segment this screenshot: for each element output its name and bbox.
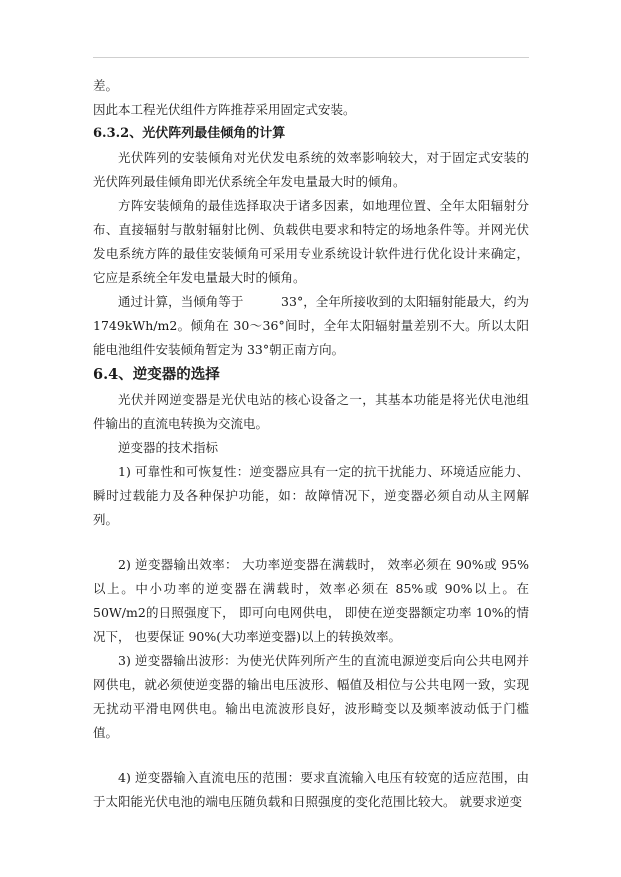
paragraph: 方阵安装倾角的最佳选择取决于诸多因素，如地理位置、全年太阳辐射分布、直接辐射与散射辐射比例、负载供电要求和特定的场地条件等。并网光伏发电系统方阵的最佳安装倾角可采用专业系统设计软件进行优化设计来确定，它应是系统全年发电量最大时的倾角。 [93, 198, 529, 285]
header-rule [93, 57, 529, 58]
paragraph: 因此本工程光伏组件方阵推荐采用固定式安装。 [93, 102, 356, 117]
paragraph: 光伏并网逆变器是光伏电站的核心设备之一，其基本功能是将光伏电池组件输出的直流电转换为交流电。 [93, 392, 529, 431]
spacer [93, 745, 529, 766]
list-item-2: 2) 逆变器输出效率： 大功率逆变器在满载时， 效率必须在 90%或 95%以上。中小功率的逆变器在满载时，效率必须在 85%或 90%以上。在 50W/m2的日照强度下， 即可向电网供电， 即使在逆变器额定功率 10%的情况下， 也要保证 90%(大功率逆变器)以上的转换效率。 [93, 557, 529, 644]
paragraph: 通过计算，当倾角等于 33°，全年所接收到的太阳辐射能最大，约为1749kWh/m2。倾角在 30～36°间时，全年太阳辐射量差别不大。所以太阳能电池组件安装倾角暂定为 33°朝正南方向。 [93, 294, 529, 357]
page-body [93, 74, 529, 814]
spacer [93, 532, 529, 553]
section-heading-6-4: 6.4、逆变器的选择 [93, 366, 220, 383]
list-item-3: 3) 逆变器输出波形：为使光伏阵列所产生的直流电源逆变后向公共电网并网供电，就必须使逆变器的输出电压波形、幅值及相位与公共电网一致，实现无扰动平滑电网供电。输出电流波形良好，波形畸变以及频率波动低于门槛值。 [93, 653, 529, 740]
paragraph: 光伏阵列的安装倾角对光伏发电系统的效率影响较大，对于固定式安装的光伏阵列最佳倾角即光伏系统全年发电量最大时的倾角。 [93, 150, 529, 189]
list-item-4: 4) 逆变器输入直流电压的范围：要求直流输入电压有较宽的适应范围，由于太阳能光伏电池的端电压随负载和日照强度的变化范围比较大。 就要求逆变 [93, 770, 529, 809]
section-heading-6-3-2: 6.3.2、光伏阵列最佳倾角的计算 [93, 126, 286, 141]
list-item-1: 1) 可靠性和可恢复性：逆变器应具有一定的抗干扰能力、环境适应能力、瞬时过载能力及各种保护功能，如：故障情况下，逆变器必须自动从主网解列。 [93, 464, 529, 527]
paragraph: 逆变器的技术指标 [118, 440, 219, 455]
paragraph: 差。 [93, 78, 119, 93]
